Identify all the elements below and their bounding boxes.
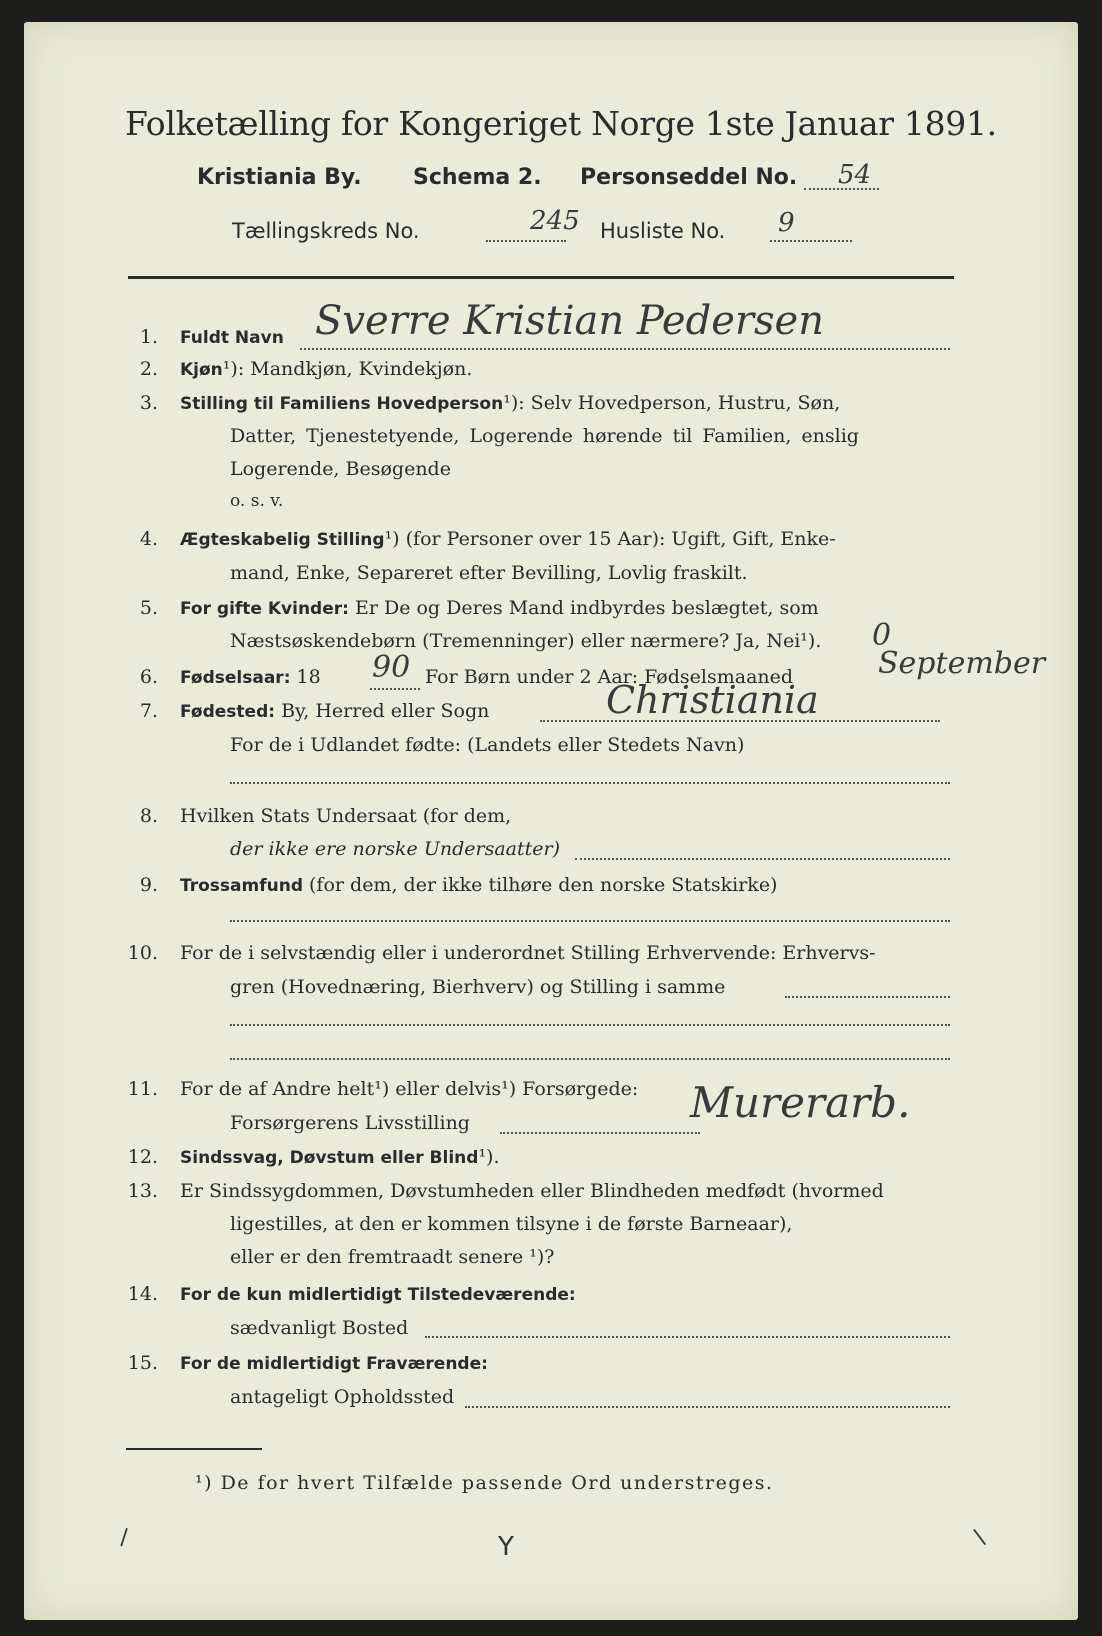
item-5-bold: For gifte Kvinder: [180,599,349,619]
item-2-number: 2. [139,358,158,380]
item-1-handwritten: Sverre Kristian Pedersen [315,298,824,344]
item-12-bold: Sindssvag, Døvstum eller Blind [180,1148,479,1168]
item-1-number: 1. [139,326,158,348]
item-3-cont-1: Datter, Tjenestetyende, Logerende hørende til Familien, enslig [230,425,859,447]
item-8-number: 8. [139,805,158,827]
form-title: Folketælling for Kongeriget Norge 1ste Januar 1891. [125,104,997,143]
item-3-bold: Stilling til Familiens Hovedperson [180,394,504,414]
item-8-line [575,858,950,860]
item-1-line [300,348,950,350]
item-12-number: 12. [127,1146,158,1168]
item-2-bold: Kjøn [180,360,223,380]
item-6-label [180,666,321,688]
item-3-label [180,392,840,414]
item-9-bold: Trossamfund [180,876,303,896]
footnote: ¹) De for hvert Tilfælde passende Ord understreges. [195,1472,774,1494]
item-9-line [230,920,950,922]
footnote-divider [126,1448,262,1450]
item-6-year: 90 [372,650,411,685]
item-5-handwritten: 0 [872,618,892,653]
item-2-label [180,358,472,380]
item-3-cont-2: Logerende, Besøgende [230,458,451,480]
item-1-label [180,326,284,348]
item-5-cont-1: Næstsøskendebørn (Tremenninger) eller nærmere? Ja, Nei¹). [230,630,822,652]
item-15-line [465,1406,950,1408]
item-7-text: By, Herred eller Sogn [275,700,490,722]
personseddel-value: 54 [838,160,872,190]
item-14-line [425,1336,950,1338]
item-10-number: 10. [127,942,158,964]
item-1-bold: Fuldt Navn [180,328,284,348]
item-13-cont-2: eller er den fremtraadt senere ¹)? [230,1246,555,1268]
item-10-line-3 [230,1058,950,1060]
center-mark: Y [498,1532,514,1562]
item-8-label: Hvilken Stats Undersaat (for dem, [180,805,512,827]
item-5-text: Er De og Deres Mand indbyrdes beslægtet, som [348,597,819,619]
corner-mark-right: \ [971,1524,988,1551]
item-6-year-line [370,688,420,690]
item-8-cont-1: der ikke ere norske Undersaatter) [230,838,560,860]
item-15-number: 15. [127,1352,158,1374]
personseddel-label: Personseddel No. [580,165,798,190]
item-13-cont-1: ligestilles, at den er kommen tilsyne i de første Barneaar), [230,1213,793,1235]
item-14-label [180,1283,576,1305]
item-2-text: ¹): Mandkjøn, Kvindekjøn. [222,358,473,380]
item-5-label [180,597,819,619]
item-10-label: For de i selvstændig eller i underordnet Stilling Erhvervende: Erhvervs- [180,942,876,964]
husliste-line [770,240,852,242]
husliste-label: Husliste No. [600,219,726,243]
item-11-cont-1: Forsørgerens Livsstilling [230,1112,470,1134]
kreds-line [486,240,566,242]
item-14-bold: For de kun midlertidigt Tilstedeværende: [180,1285,576,1305]
item-11-handwritten: Murerarb. [690,1078,911,1127]
corner-mark-left: \ [113,1525,134,1550]
item-12-text: ¹). [478,1146,500,1168]
kreds-label: Tællingskreds No. [232,219,420,243]
item-3-cont-3: o. s. v. [230,491,284,511]
husliste-value: 9 [778,208,795,238]
kreds-value: 245 [530,206,580,236]
item-6-handwritten: September [878,646,1046,681]
item-6-text2: For Børn under 2 Aar: Fødselsmaaned [425,666,794,688]
item-10-cont-1: gren (Hovednæring, Bierhverv) og Stilling i samme [230,976,726,998]
item-15-bold: For de midlertidigt Fraværende: [180,1354,488,1374]
city-label: Kristiania By. [197,165,362,190]
item-15-label [180,1352,488,1374]
item-12-label [180,1146,500,1168]
item-6-bold: Fødselsaar: [180,668,291,688]
schema-label: Schema 2. [413,165,542,190]
item-5-number: 5. [139,597,158,619]
item-3-text: ¹): Selv Hovedperson, Hustru, Søn, [503,392,841,414]
item-4-label [180,528,836,550]
item-6-text: 18 [290,666,321,688]
item-15-cont-1: antageligt Opholdssted [230,1386,455,1408]
item-13-number: 13. [127,1180,158,1202]
item-6-number: 6. [139,666,158,688]
item-14-number: 14. [127,1283,158,1305]
item-4-number: 4. [139,528,158,550]
item-13-label: Er Sindssygdommen, Døvstumheden eller Blindheden medfødt (hvormed [180,1180,884,1202]
item-4-cont-1: mand, Enke, Separeret efter Bevilling, Lovlig fraskilt. [230,562,748,584]
item-7-foreign-line [230,782,950,784]
item-4-text: ¹) (for Personer over 15 Aar): Ugift, Gift, Enke- [384,528,836,550]
item-7-number: 7. [139,700,158,722]
header-divider [128,276,954,279]
item-7-handwritten: Christiania [606,678,819,722]
item-9-label [180,874,777,896]
item-11-label: For de af Andre helt¹) eller delvis¹) Forsørgede: [180,1078,639,1100]
item-11-line [500,1132,700,1134]
item-10-line-2 [230,1024,950,1026]
item-9-number: 9. [139,874,158,896]
item-9-text: (for dem, der ikke tilhøre den norske Statskirke) [302,874,778,896]
item-11-number: 11. [127,1078,158,1100]
item-3-number: 3. [139,392,158,414]
item-7-cont-1: For de i Udlandet fødte: (Landets eller Stedets Navn) [230,734,745,756]
item-14-cont-1: sædvanligt Bosted [230,1317,409,1339]
item-10-line-1 [785,996,950,998]
item-7-label [180,700,489,722]
item-7-bold: Fødested: [180,702,276,722]
item-4-bold: Ægteskabelig Stilling [180,530,385,550]
